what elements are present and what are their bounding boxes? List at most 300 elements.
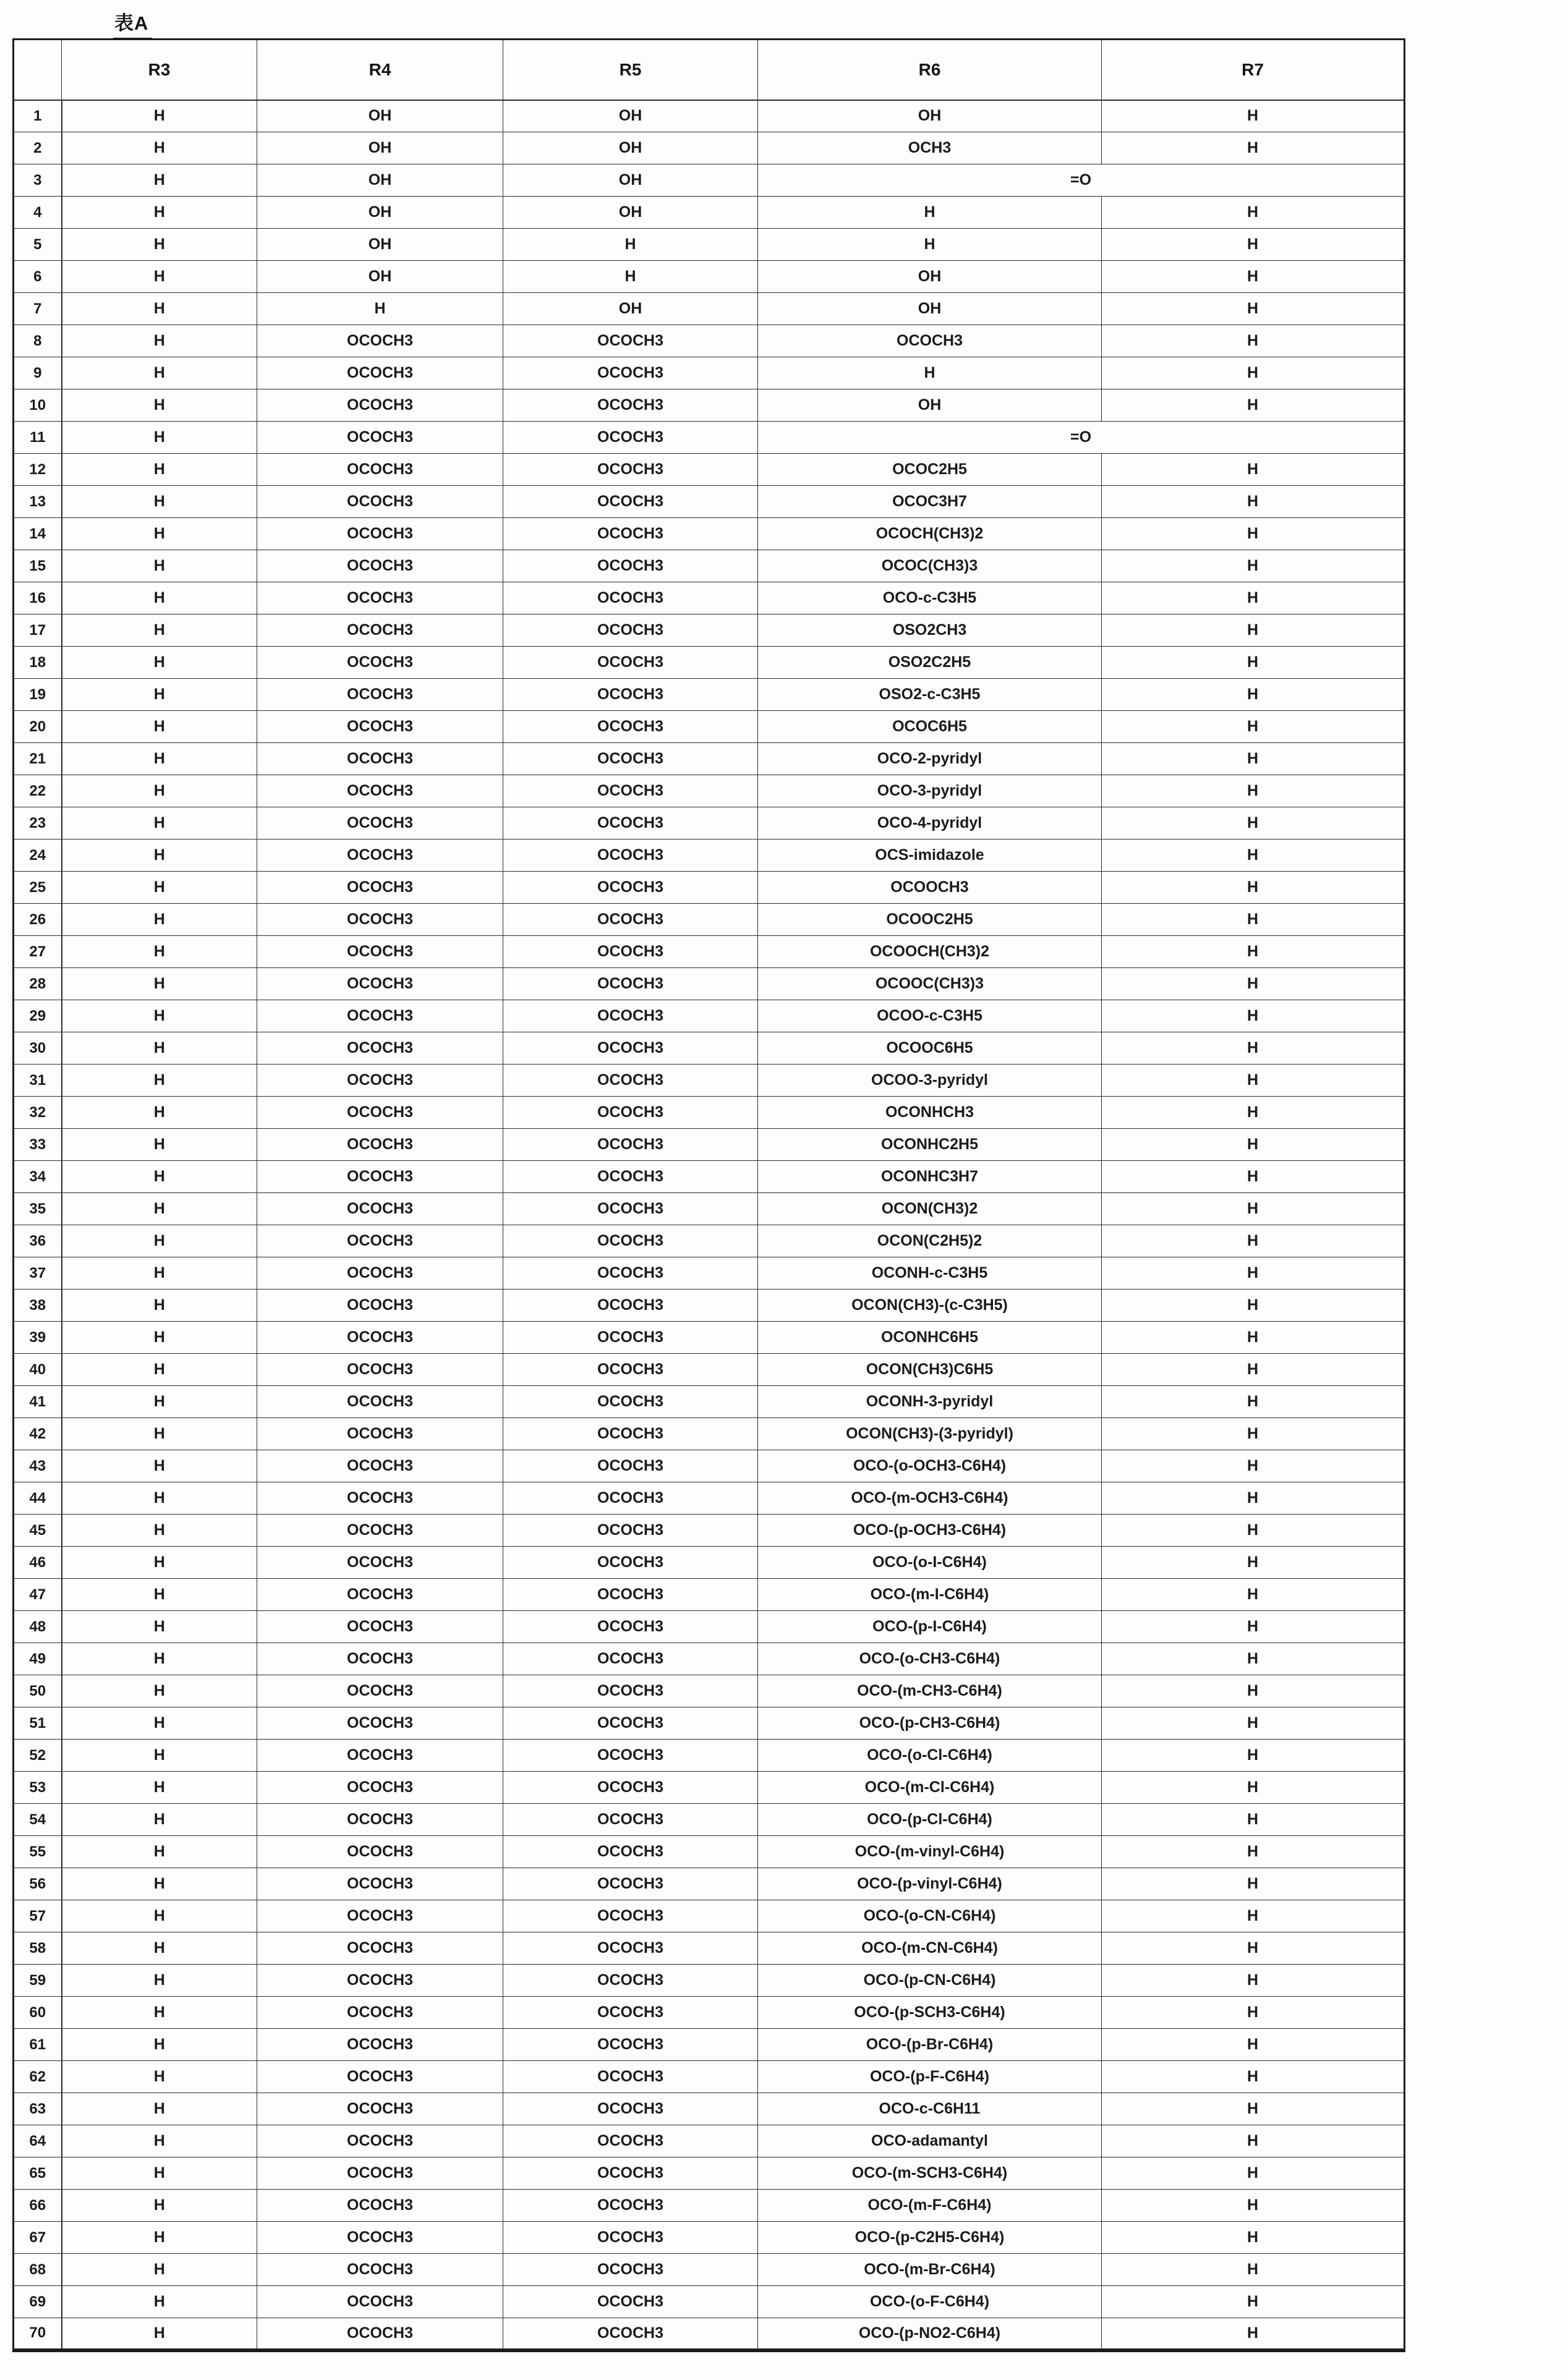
cell-r5: OCOCH3 — [503, 1386, 758, 1418]
cell-r3: H — [62, 325, 257, 357]
cell-r7: H — [1102, 1740, 1405, 1772]
cell-r7: H — [1102, 1997, 1405, 2029]
cell-r5: OCOCH3 — [503, 1032, 758, 1065]
cell-r6: OCO-(p-F-C6H4) — [758, 2061, 1102, 2093]
cell-r4: OCOCH3 — [257, 1418, 503, 1450]
row-number-cell: 7 — [14, 293, 62, 325]
row-number-cell: 56 — [14, 1868, 62, 1900]
cell-r6: OCOO-3-pyridyl — [758, 1065, 1102, 1097]
row-number-cell: 40 — [14, 1354, 62, 1386]
cell-r5: OCOCH3 — [503, 582, 758, 614]
cell-r6: OCO-2-pyridyl — [758, 743, 1102, 775]
cell-r3: H — [62, 1000, 257, 1032]
cell-r4: OCOCH3 — [257, 1643, 503, 1675]
row-number-cell: 63 — [14, 2093, 62, 2125]
table-row — [14, 2190, 1405, 2222]
cell-r4: OCOCH3 — [257, 872, 503, 904]
cell-r7: H — [1102, 357, 1405, 389]
cell-r6: OCO-(o-Cl-C6H4) — [758, 1740, 1102, 1772]
table-row — [14, 1322, 1405, 1354]
cell-r3: H — [62, 1418, 257, 1450]
cell-r4: OCOCH3 — [257, 1354, 503, 1386]
cell-r3: H — [62, 1643, 257, 1675]
cell-r3: H — [62, 2222, 257, 2254]
cell-r4: OCOCH3 — [257, 2222, 503, 2254]
cell-r3: H — [62, 839, 257, 872]
cell-r7: H — [1102, 261, 1405, 293]
row-number-cell: 38 — [14, 1290, 62, 1322]
cell-r7: H — [1102, 1900, 1405, 1932]
cell-r4: OCOCH3 — [257, 486, 503, 518]
table-row — [14, 807, 1405, 839]
cell-r6: OCOC6H5 — [758, 711, 1102, 743]
cell-r7: H — [1102, 2125, 1405, 2157]
column-header-r7: R7 — [1102, 40, 1405, 100]
cell-r4: OCOCH3 — [257, 2125, 503, 2157]
cell-r3: H — [62, 1322, 257, 1354]
row-number-cell: 41 — [14, 1386, 62, 1418]
cell-r3: H — [62, 1772, 257, 1804]
cell-r6: OSO2C2H5 — [758, 647, 1102, 679]
cell-r5: OCOCH3 — [503, 1097, 758, 1129]
cell-r3: H — [62, 486, 257, 518]
cell-r4: OCOCH3 — [257, 1868, 503, 1900]
cell-r3: H — [62, 1900, 257, 1932]
row-number-cell: 69 — [14, 2286, 62, 2318]
cell-r6: OCONHC2H5 — [758, 1129, 1102, 1161]
cell-r6: OCO-(m-vinyl-C6H4) — [758, 1836, 1102, 1868]
table-row — [14, 614, 1405, 647]
cell-r3: H — [62, 1193, 257, 1225]
cell-r5: OH — [503, 100, 758, 132]
cell-r6-r7-merged: =O — [758, 164, 1405, 197]
cell-r7: H — [1102, 2029, 1405, 2061]
cell-r6: H — [758, 357, 1102, 389]
cell-r6: OCO-3-pyridyl — [758, 775, 1102, 807]
cell-r5: OCOCH3 — [503, 968, 758, 1000]
table-body — [14, 100, 1405, 2350]
cell-r3: H — [62, 1740, 257, 1772]
cell-r6: OCOCH(CH3)2 — [758, 518, 1102, 550]
table-row — [14, 1772, 1405, 1804]
cell-r5: OCOCH3 — [503, 325, 758, 357]
cell-r3: H — [62, 1965, 257, 1997]
row-number-cell: 12 — [14, 454, 62, 486]
table-row — [14, 357, 1405, 389]
cell-r6: OCO-(p-OCH3-C6H4) — [758, 1515, 1102, 1547]
cell-r4: OCOCH3 — [257, 1900, 503, 1932]
cell-r7: H — [1102, 1097, 1405, 1129]
table-row — [14, 325, 1405, 357]
cell-r3: H — [62, 1354, 257, 1386]
cell-r6: OCO-(m-Br-C6H4) — [758, 2254, 1102, 2286]
cell-r7: H — [1102, 1000, 1405, 1032]
cell-r7: H — [1102, 968, 1405, 1000]
table-row — [14, 486, 1405, 518]
cell-r5: OCOCH3 — [503, 1161, 758, 1193]
row-number-cell: 45 — [14, 1515, 62, 1547]
cell-r4: OCOCH3 — [257, 1322, 503, 1354]
cell-r7: H — [1102, 1611, 1405, 1643]
table-row — [14, 1804, 1405, 1836]
cell-r6: OCOOCH(CH3)2 — [758, 936, 1102, 968]
cell-r5: OCOCH3 — [503, 1418, 758, 1450]
table-row — [14, 229, 1405, 261]
cell-r5: OCOCH3 — [503, 2029, 758, 2061]
row-number-cell: 47 — [14, 1579, 62, 1611]
cell-r3: H — [62, 1836, 257, 1868]
cell-r4: OCOCH3 — [257, 711, 503, 743]
cell-r3: H — [62, 1707, 257, 1740]
cell-r5: OCOCH3 — [503, 1290, 758, 1322]
cell-r6: OSO2-c-C3H5 — [758, 679, 1102, 711]
table-row — [14, 839, 1405, 872]
row-number-cell: 51 — [14, 1707, 62, 1740]
table-row — [14, 2157, 1405, 2190]
cell-r6: OCO-(p-vinyl-C6H4) — [758, 1868, 1102, 1900]
cell-r6: OCON(CH3)-(c-C3H5) — [758, 1290, 1102, 1322]
table-row — [14, 1418, 1405, 1450]
column-header-r6: R6 — [758, 40, 1102, 100]
cell-r4: OH — [257, 164, 503, 197]
cell-r3: H — [62, 2254, 257, 2286]
cell-r6: OCO-(m-SCH3-C6H4) — [758, 2157, 1102, 2190]
cell-r3: H — [62, 936, 257, 968]
cell-r5: OCOCH3 — [503, 839, 758, 872]
cell-r3: H — [62, 1450, 257, 1482]
cell-r6: OCOOC2H5 — [758, 904, 1102, 936]
cell-r3: H — [62, 775, 257, 807]
cell-r3: H — [62, 100, 257, 132]
cell-r5: OCOCH3 — [503, 2125, 758, 2157]
cell-r7: H — [1102, 132, 1405, 164]
cell-r4: OCOCH3 — [257, 807, 503, 839]
cell-r5: OCOCH3 — [503, 647, 758, 679]
row-number-cell: 49 — [14, 1643, 62, 1675]
table-row — [14, 2318, 1405, 2350]
row-number-cell: 9 — [14, 357, 62, 389]
cell-r3: H — [62, 422, 257, 454]
cell-r4: OCOCH3 — [257, 1065, 503, 1097]
table-row — [14, 518, 1405, 550]
cell-r7: H — [1102, 711, 1405, 743]
cell-r4: OCOCH3 — [257, 2286, 503, 2318]
cell-r7: H — [1102, 1225, 1405, 1257]
column-header-r4: R4 — [257, 40, 503, 100]
column-header-r3: R3 — [62, 40, 257, 100]
cell-r4: H — [257, 293, 503, 325]
cell-r6: OCOCH3 — [758, 325, 1102, 357]
cell-r6-r7-merged: =O — [758, 422, 1405, 454]
cell-r3: H — [62, 229, 257, 261]
table-row — [14, 1482, 1405, 1515]
substituent-table — [12, 38, 1405, 2352]
table-row — [14, 2029, 1405, 2061]
cell-r7: H — [1102, 1932, 1405, 1965]
cell-r6: OCO-c-C6H11 — [758, 2093, 1102, 2125]
cell-r3: H — [62, 1257, 257, 1290]
cell-r6: OCOC(CH3)3 — [758, 550, 1102, 582]
cell-r3: H — [62, 1097, 257, 1129]
cell-r5: OCOCH3 — [503, 486, 758, 518]
cell-r5: OCOCH3 — [503, 1804, 758, 1836]
row-number-cell: 37 — [14, 1257, 62, 1290]
cell-r5: OCOCH3 — [503, 1065, 758, 1097]
cell-r6: OCO-(m-F-C6H4) — [758, 2190, 1102, 2222]
cell-r6: OCO-(m-OCH3-C6H4) — [758, 1482, 1102, 1515]
cell-r5: OCOCH3 — [503, 1450, 758, 1482]
cell-r4: OCOCH3 — [257, 968, 503, 1000]
table-row — [14, 968, 1405, 1000]
table-row — [14, 1193, 1405, 1225]
cell-r6: OCO-(p-I-C6H4) — [758, 1611, 1102, 1643]
cell-r5: OCOCH3 — [503, 550, 758, 582]
cell-r7: H — [1102, 1515, 1405, 1547]
table-row — [14, 1000, 1405, 1032]
table-row — [14, 582, 1405, 614]
table-row — [14, 132, 1405, 164]
cell-r5: OCOCH3 — [503, 1354, 758, 1386]
row-number-cell: 31 — [14, 1065, 62, 1097]
cell-r5: OCOCH3 — [503, 2222, 758, 2254]
cell-r5: OCOCH3 — [503, 1643, 758, 1675]
cell-r5: OCOCH3 — [503, 1611, 758, 1643]
cell-r4: OCOCH3 — [257, 1740, 503, 1772]
row-number-cell: 26 — [14, 904, 62, 936]
cell-r6: OCO-(m-CH3-C6H4) — [758, 1675, 1102, 1707]
cell-r5: OH — [503, 164, 758, 197]
cell-r5: OCOCH3 — [503, 872, 758, 904]
table-row — [14, 1997, 1405, 2029]
cell-r6: OCO-(p-CH3-C6H4) — [758, 1707, 1102, 1740]
cell-r6: OSO2CH3 — [758, 614, 1102, 647]
cell-r6: OCO-(p-Cl-C6H4) — [758, 1804, 1102, 1836]
cell-r3: H — [62, 1579, 257, 1611]
cell-r3: H — [62, 1675, 257, 1707]
cell-r4: OCOCH3 — [257, 389, 503, 422]
cell-r5: OCOCH3 — [503, 2190, 758, 2222]
cell-r4: OH — [257, 229, 503, 261]
cell-r7: H — [1102, 197, 1405, 229]
cell-r5: OH — [503, 132, 758, 164]
table-header-row — [14, 40, 1405, 100]
cell-r7: H — [1102, 872, 1405, 904]
row-number-cell: 70 — [14, 2318, 62, 2350]
row-number-cell: 61 — [14, 2029, 62, 2061]
cell-r7: H — [1102, 1032, 1405, 1065]
cell-r6: OCO-(p-C2H5-C6H4) — [758, 2222, 1102, 2254]
cell-r4: OCOCH3 — [257, 743, 503, 775]
cell-r3: H — [62, 132, 257, 164]
table-row — [14, 422, 1405, 454]
row-number-cell: 17 — [14, 614, 62, 647]
cell-r5: OCOCH3 — [503, 1515, 758, 1547]
cell-r3: H — [62, 197, 257, 229]
cell-r5: OCOCH3 — [503, 2061, 758, 2093]
row-number-cell: 27 — [14, 936, 62, 968]
row-number-cell: 46 — [14, 1547, 62, 1579]
cell-r4: OCOCH3 — [257, 1482, 503, 1515]
cell-r3: H — [62, 1386, 257, 1418]
cell-r4: OCOCH3 — [257, 1129, 503, 1161]
cell-r5: OH — [503, 197, 758, 229]
cell-r4: OCOCH3 — [257, 1032, 503, 1065]
cell-r6: OCO-(m-Cl-C6H4) — [758, 1772, 1102, 1804]
row-number-cell: 36 — [14, 1225, 62, 1257]
cell-r5: OCOCH3 — [503, 422, 758, 454]
cell-r3: H — [62, 1290, 257, 1322]
table-row — [14, 1515, 1405, 1547]
cell-r4: OCOCH3 — [257, 1772, 503, 1804]
cell-r7: H — [1102, 518, 1405, 550]
cell-r3: H — [62, 647, 257, 679]
row-number-cell: 30 — [14, 1032, 62, 1065]
cell-r3: H — [62, 2093, 257, 2125]
cell-r6: OCO-(p-CN-C6H4) — [758, 1965, 1102, 1997]
table-row — [14, 197, 1405, 229]
row-number-cell: 48 — [14, 1611, 62, 1643]
cell-r5: OCOCH3 — [503, 2318, 758, 2350]
cell-r6: OH — [758, 389, 1102, 422]
cell-r7: H — [1102, 389, 1405, 422]
cell-r7: H — [1102, 1386, 1405, 1418]
cell-r6: OCOO-c-C3H5 — [758, 1000, 1102, 1032]
cell-r3: H — [62, 389, 257, 422]
cell-r3: H — [62, 261, 257, 293]
cell-r5: OCOCH3 — [503, 904, 758, 936]
row-number-cell: 6 — [14, 261, 62, 293]
cell-r3: H — [62, 743, 257, 775]
cell-r6: OCO-(p-SCH3-C6H4) — [758, 1997, 1102, 2029]
cell-r6: OCOOCH3 — [758, 872, 1102, 904]
row-number-cell: 60 — [14, 1997, 62, 2029]
cell-r5: OCOCH3 — [503, 1257, 758, 1290]
cell-r7: H — [1102, 1290, 1405, 1322]
cell-r4: OCOCH3 — [257, 1932, 503, 1965]
cell-r4: OCOCH3 — [257, 357, 503, 389]
table-row — [14, 2254, 1405, 2286]
table-row — [14, 1611, 1405, 1643]
row-number-cell: 54 — [14, 1804, 62, 1836]
row-number-cell: 5 — [14, 229, 62, 261]
cell-r7: H — [1102, 1707, 1405, 1740]
cell-r7: H — [1102, 1579, 1405, 1611]
cell-r7: H — [1102, 1161, 1405, 1193]
table-row — [14, 1450, 1405, 1482]
table-row — [14, 1547, 1405, 1579]
cell-r6: OCO-(p-Br-C6H4) — [758, 2029, 1102, 2061]
cell-r7: H — [1102, 1836, 1405, 1868]
cell-r4: OCOCH3 — [257, 1257, 503, 1290]
cell-r5: OCOCH3 — [503, 518, 758, 550]
row-number-cell: 62 — [14, 2061, 62, 2093]
cell-r4: OCOCH3 — [257, 1225, 503, 1257]
row-number-cell: 59 — [14, 1965, 62, 1997]
corner-header-cell — [14, 40, 62, 100]
table-row — [14, 2061, 1405, 2093]
cell-r4: OCOCH3 — [257, 1193, 503, 1225]
cell-r7: H — [1102, 582, 1405, 614]
cell-r7: H — [1102, 2093, 1405, 2125]
row-number-cell: 22 — [14, 775, 62, 807]
cell-r4: OCOCH3 — [257, 1675, 503, 1707]
cell-r6: OCO-4-pyridyl — [758, 807, 1102, 839]
row-number-cell: 68 — [14, 2254, 62, 2286]
cell-r4: OCOCH3 — [257, 904, 503, 936]
cell-r5: H — [503, 229, 758, 261]
cell-r4: OCOCH3 — [257, 1450, 503, 1482]
cell-r7: H — [1102, 2254, 1405, 2286]
table-row — [14, 2125, 1405, 2157]
cell-r4: OCOCH3 — [257, 2093, 503, 2125]
cell-r4: OCOCH3 — [257, 1707, 503, 1740]
cell-r6: OCO-(o-CH3-C6H4) — [758, 1643, 1102, 1675]
cell-r3: H — [62, 1611, 257, 1643]
table-row — [14, 775, 1405, 807]
table-row — [14, 872, 1405, 904]
cell-r4: OCOCH3 — [257, 936, 503, 968]
row-number-cell: 39 — [14, 1322, 62, 1354]
row-number-cell: 55 — [14, 1836, 62, 1868]
cell-r4: OCOCH3 — [257, 2190, 503, 2222]
cell-r5: H — [503, 261, 758, 293]
cell-r4: OCOCH3 — [257, 2061, 503, 2093]
cell-r3: H — [62, 454, 257, 486]
cell-r6: OCO-(o-F-C6H4) — [758, 2286, 1102, 2318]
table-row — [14, 1965, 1405, 1997]
cell-r5: OCOCH3 — [503, 1707, 758, 1740]
table-row — [14, 1065, 1405, 1097]
cell-r7: H — [1102, 1482, 1405, 1515]
cell-r6: OH — [758, 293, 1102, 325]
cell-r4: OCOCH3 — [257, 454, 503, 486]
cell-r5: OCOCH3 — [503, 1997, 758, 2029]
cell-r5: OCOCH3 — [503, 2286, 758, 2318]
cell-r7: H — [1102, 1065, 1405, 1097]
cell-r3: H — [62, 1547, 257, 1579]
cell-r7: H — [1102, 1354, 1405, 1386]
cell-r4: OCOCH3 — [257, 1997, 503, 2029]
cell-r4: OCOCH3 — [257, 2029, 503, 2061]
cell-r5: OCOCH3 — [503, 711, 758, 743]
table-row — [14, 1836, 1405, 1868]
cell-r5: OCOCH3 — [503, 2254, 758, 2286]
row-number-cell: 32 — [14, 1097, 62, 1129]
cell-r3: H — [62, 1225, 257, 1257]
table-row — [14, 647, 1405, 679]
table-row — [14, 1643, 1405, 1675]
cell-r6: OCO-adamantyl — [758, 2125, 1102, 2157]
cell-r7: H — [1102, 2286, 1405, 2318]
table-row — [14, 1032, 1405, 1065]
row-number-cell: 53 — [14, 1772, 62, 1804]
cell-r3: H — [62, 582, 257, 614]
cell-r5: OCOCH3 — [503, 1225, 758, 1257]
cell-r3: H — [62, 1868, 257, 1900]
cell-r3: H — [62, 357, 257, 389]
cell-r7: H — [1102, 229, 1405, 261]
table-row — [14, 389, 1405, 422]
cell-r6: OCON(CH3)2 — [758, 1193, 1102, 1225]
cell-r3: H — [62, 1997, 257, 2029]
cell-r7: H — [1102, 1643, 1405, 1675]
cell-r7: H — [1102, 1965, 1405, 1997]
row-number-cell: 28 — [14, 968, 62, 1000]
cell-r5: OCOCH3 — [503, 743, 758, 775]
cell-r6: OCONHC3H7 — [758, 1161, 1102, 1193]
table-row — [14, 1707, 1405, 1740]
table-row — [14, 1290, 1405, 1322]
